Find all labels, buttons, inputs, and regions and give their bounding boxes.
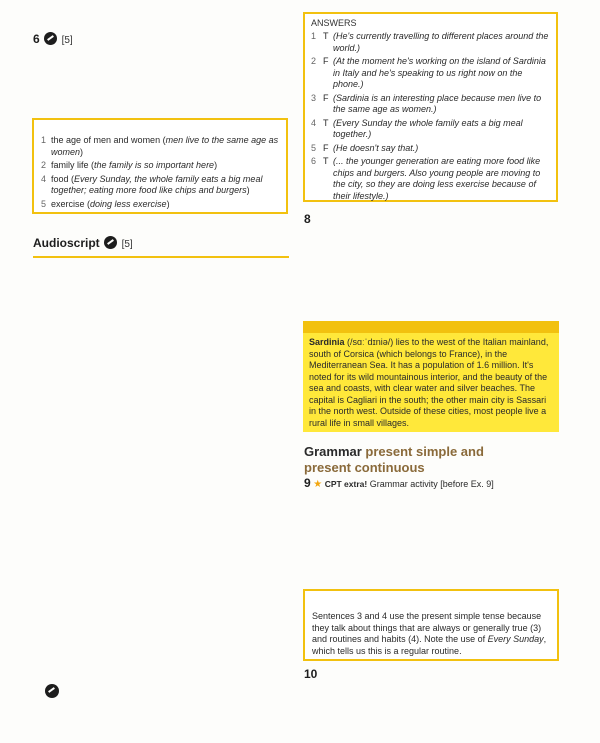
note-text-part1: Sentences 3 and 4 use the present simple tense because they talk about things that are always or generally true (3) and routines and habits (4). Note the use of: [312, 611, 542, 644]
exercise-number: 9: [304, 476, 311, 490]
answer-value: T: [323, 117, 329, 128]
track-tag: [5]: [121, 239, 133, 250]
exercise-9-line: [304, 476, 494, 490]
divider: [33, 256, 289, 258]
key-box: [32, 118, 288, 214]
answer-explanation: (He's currently travelling to different places around the world.): [333, 31, 549, 53]
item-plain: family life (: [51, 160, 95, 170]
answer-value: F: [323, 56, 329, 66]
item-italic: doing less exercise: [90, 198, 167, 209]
star-icon: ★: [313, 479, 323, 490]
exercise-6-heading: [33, 30, 73, 48]
cd-icon[interactable]: [45, 684, 59, 698]
item-italic: Every Sunday, the whole family eats a big meal together; eating more food like chips and burgers: [51, 173, 263, 195]
item-text: [51, 160, 217, 172]
answers-list: [311, 31, 550, 202]
item-text: [51, 135, 279, 158]
answer-number: 3: [311, 92, 317, 103]
answer-explanation: (At the moment he's working on the island of Sardinia in Italy and he's speaking to us right now on the phone.): [333, 56, 546, 89]
cpt-extra-label: CPT extra!: [324, 479, 368, 489]
answer-item: [311, 31, 550, 54]
grammar-note-box: [303, 589, 559, 661]
answer-number: 5: [311, 142, 317, 153]
item-number: 4: [41, 173, 47, 184]
list-item: [41, 135, 279, 158]
key-list: [41, 135, 279, 210]
note-text-part2: , which tells us this is a regular routine.: [312, 634, 547, 656]
audioscript-heading: [33, 234, 289, 258]
cd-icon[interactable]: [104, 236, 117, 249]
item-end: ): [214, 160, 218, 170]
answer-item: [311, 156, 550, 202]
answer-item: [311, 56, 550, 91]
item-plain: exercise (: [51, 198, 91, 209]
track-tag: [5]: [61, 35, 73, 46]
item-end: ): [246, 185, 250, 195]
item-number: 5: [41, 198, 47, 209]
list-item: [41, 199, 279, 211]
answer-item: [311, 93, 550, 116]
item-number: 2: [41, 160, 47, 170]
list-item: [41, 174, 279, 197]
sardinia-pronunciation: (/sɑːˈdɪniə/): [344, 337, 394, 347]
item-italic: men live to the same age as women: [51, 135, 279, 157]
item-text: [51, 199, 170, 211]
answer-explanation: (Sardinia is an interesting place because men live to the same age as women.): [333, 92, 542, 114]
answers-box: [303, 12, 558, 202]
answers-title: ANSWERS: [311, 18, 357, 28]
answer-number: 6: [311, 156, 317, 166]
bottom-cd: [45, 683, 59, 701]
grammar-word: Grammar: [304, 444, 362, 459]
item-plain: food (: [51, 173, 75, 184]
item-text: [51, 174, 279, 197]
answer-number: 2: [311, 56, 317, 66]
answer-explanation: (... the younger generation are eating more food like chips and burgers. Also young people are moving to the city, so they are doing less exercise because of their lifestyle.): [333, 156, 541, 201]
answer-explanation: (Every Sunday the whole family eats a big meal together.): [333, 117, 523, 139]
grammar-heading: [304, 444, 560, 476]
answer-value: T: [323, 156, 329, 166]
exercise-10-number: 10: [304, 667, 318, 681]
item-plain: the age of men and women (: [51, 135, 166, 145]
answer-item: [311, 143, 550, 155]
cd-icon[interactable]: [44, 32, 57, 45]
item-number: 1: [41, 135, 47, 145]
answer-item: [311, 118, 550, 141]
grammar-topic-line2: present continuous: [304, 460, 425, 475]
item-italic: the family is so important here: [94, 160, 215, 170]
answer-value: F: [323, 92, 329, 103]
sardinia-text: lies to the west of the Italian mainland, south of Corsica (which belongs to France), in the Mediterranean Sea. It has a population of 1.6 million. It's noted for its wild mountainous interior, and the beauty of the sea and coasts, with clear water and silver beaches. The capital is Cagliari in the south; the other main city is Sassari in the north west. Outside of these cities, most people live a rural life in small villages.: [309, 337, 549, 428]
item-end: ): [80, 146, 84, 157]
answer-value: F: [323, 142, 329, 153]
answer-explanation: (He doesn't say that.): [333, 142, 419, 153]
list-item: [41, 160, 279, 172]
exercise-number: 6: [33, 32, 40, 46]
item-end: ): [166, 198, 170, 209]
grammar-topic-line1: present simple and: [361, 444, 484, 459]
sardinia-name: Sardinia: [309, 337, 345, 347]
answer-number: 1: [311, 31, 317, 41]
answer-value: T: [323, 31, 329, 41]
note-italic: Every Sunday: [487, 634, 544, 644]
exercise-8-number: 8: [304, 212, 311, 226]
answer-number: 4: [311, 117, 317, 128]
sardinia-info-box: [303, 321, 559, 432]
exercise-9-text: Grammar activity [before Ex. 9]: [367, 479, 494, 489]
audioscript-title: Audioscript: [33, 236, 100, 250]
